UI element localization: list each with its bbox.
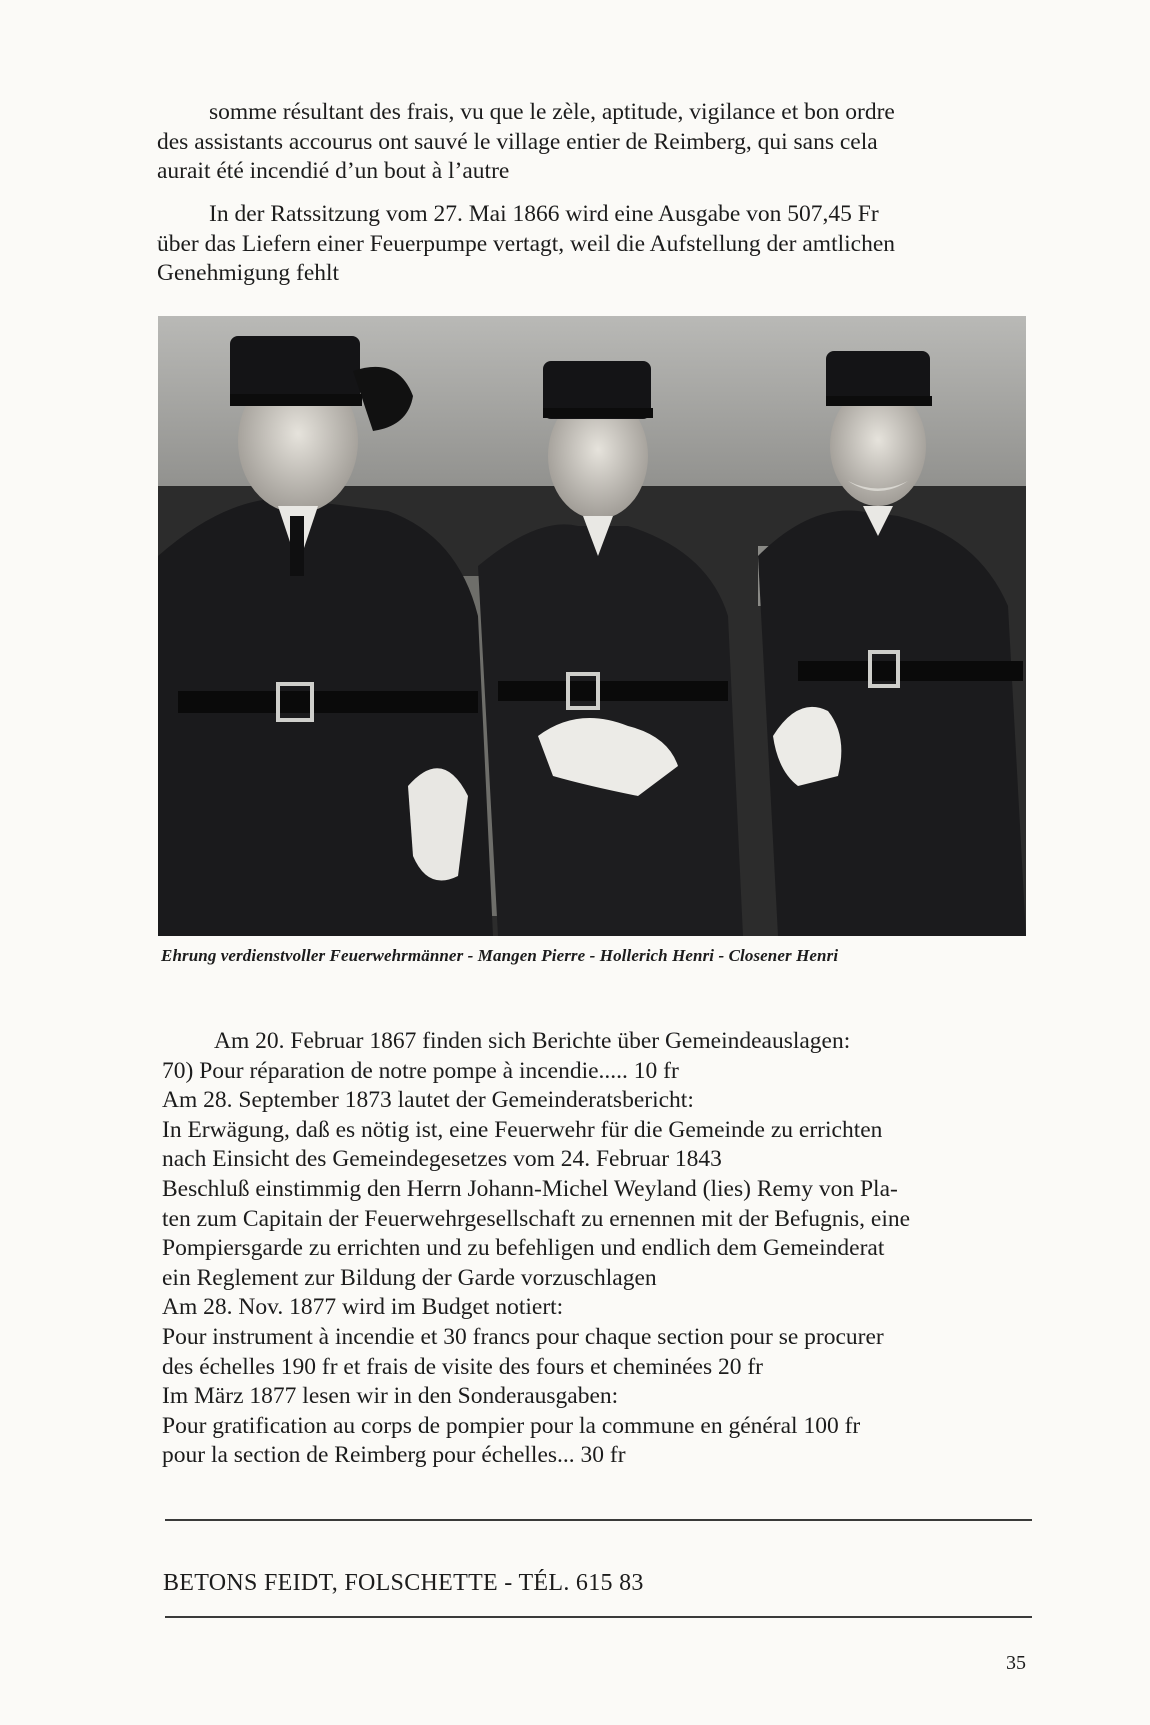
text-line: ein Reglement zur Bildung der Garde vorzuschlagen: [162, 1264, 657, 1291]
text-line: aurait été incendié d’un bout à l’autre: [157, 158, 510, 184]
text-line: Am 20. Februar 1867 finden sich Berichte über Gemeindeauslagen:: [214, 1028, 851, 1054]
text-line: ten zum Capitain der Feuerwehrgesellschaft zu ernennen mit der Befugnis, eine: [162, 1205, 911, 1232]
text-line: Genehmigung fehlt: [157, 260, 340, 286]
photo-caption: Ehrung verdienstvoller Feuerwehrmänner - Mangen Pierre - Hollerich Henri - Closener Henri: [161, 946, 839, 965]
ad-top-rule: [165, 1519, 1032, 1521]
text-line: pour la section de Reimberg pour échelles... 30 fr: [162, 1442, 626, 1469]
text-line: Pour instrument à incendie et 30 francs pour chaque section pour se procurer: [162, 1323, 884, 1350]
text-line: über das Liefern einer Feuerpumpe vertagt, weil die Aufstellung der amtlichen: [157, 230, 896, 257]
text-line: Am 28. September 1873 lautet der Gemeinderatsbericht:: [162, 1087, 694, 1114]
page-number: 35: [1006, 1652, 1026, 1674]
text-line: nach Einsicht des Gemeindegesetzes vom 24. Februar 1843: [162, 1146, 722, 1173]
intro-paragraph: [157, 98, 1037, 187]
text-line: In Erwägung, daß es nötig ist, eine Feuerwehr für die Gemeinde zu errichten: [162, 1116, 883, 1143]
text-line: des échelles 190 fr et frais de visite des fours et cheminées 20 fr: [162, 1353, 763, 1380]
text-line: Pour gratification au corps de pompier pour la commune en général 100 fr: [162, 1412, 861, 1439]
text-line: Beschluß einstimmig den Herrn Johann-Michel Weyland (lies) Remy von Pla-: [162, 1175, 898, 1202]
ad-bottom-rule: [165, 1616, 1032, 1618]
council-records: [162, 1027, 1042, 1471]
text-line: Im März 1877 lesen wir in den Sonderausgaben:: [162, 1383, 619, 1410]
advertisement: BETONS FEIDT, FOLSCHETTE - TÉL. 615 83: [163, 1570, 644, 1596]
council-paragraph: [157, 200, 1037, 289]
text-line: des assistants accourus ont sauvé le village entier de Reimberg, qui sans cela: [157, 128, 878, 155]
text-line: Am 28. Nov. 1877 wird im Budget notiert:: [162, 1294, 564, 1321]
firemen-photo: [158, 316, 1026, 936]
text-line: Pompiersgarde zu errichten und zu befehligen und endlich dem Gemeinderat: [162, 1235, 885, 1262]
text-line: somme résultant des frais, vu que le zèle, aptitude, vigilance et bon ordre: [209, 99, 895, 125]
text-line: In der Ratssitzung vom 27. Mai 1866 wird eine Ausgabe von 507,45 Fr: [209, 201, 879, 227]
text-line: 70) Pour réparation de notre pompe à incendie..... 10 fr: [162, 1057, 679, 1084]
